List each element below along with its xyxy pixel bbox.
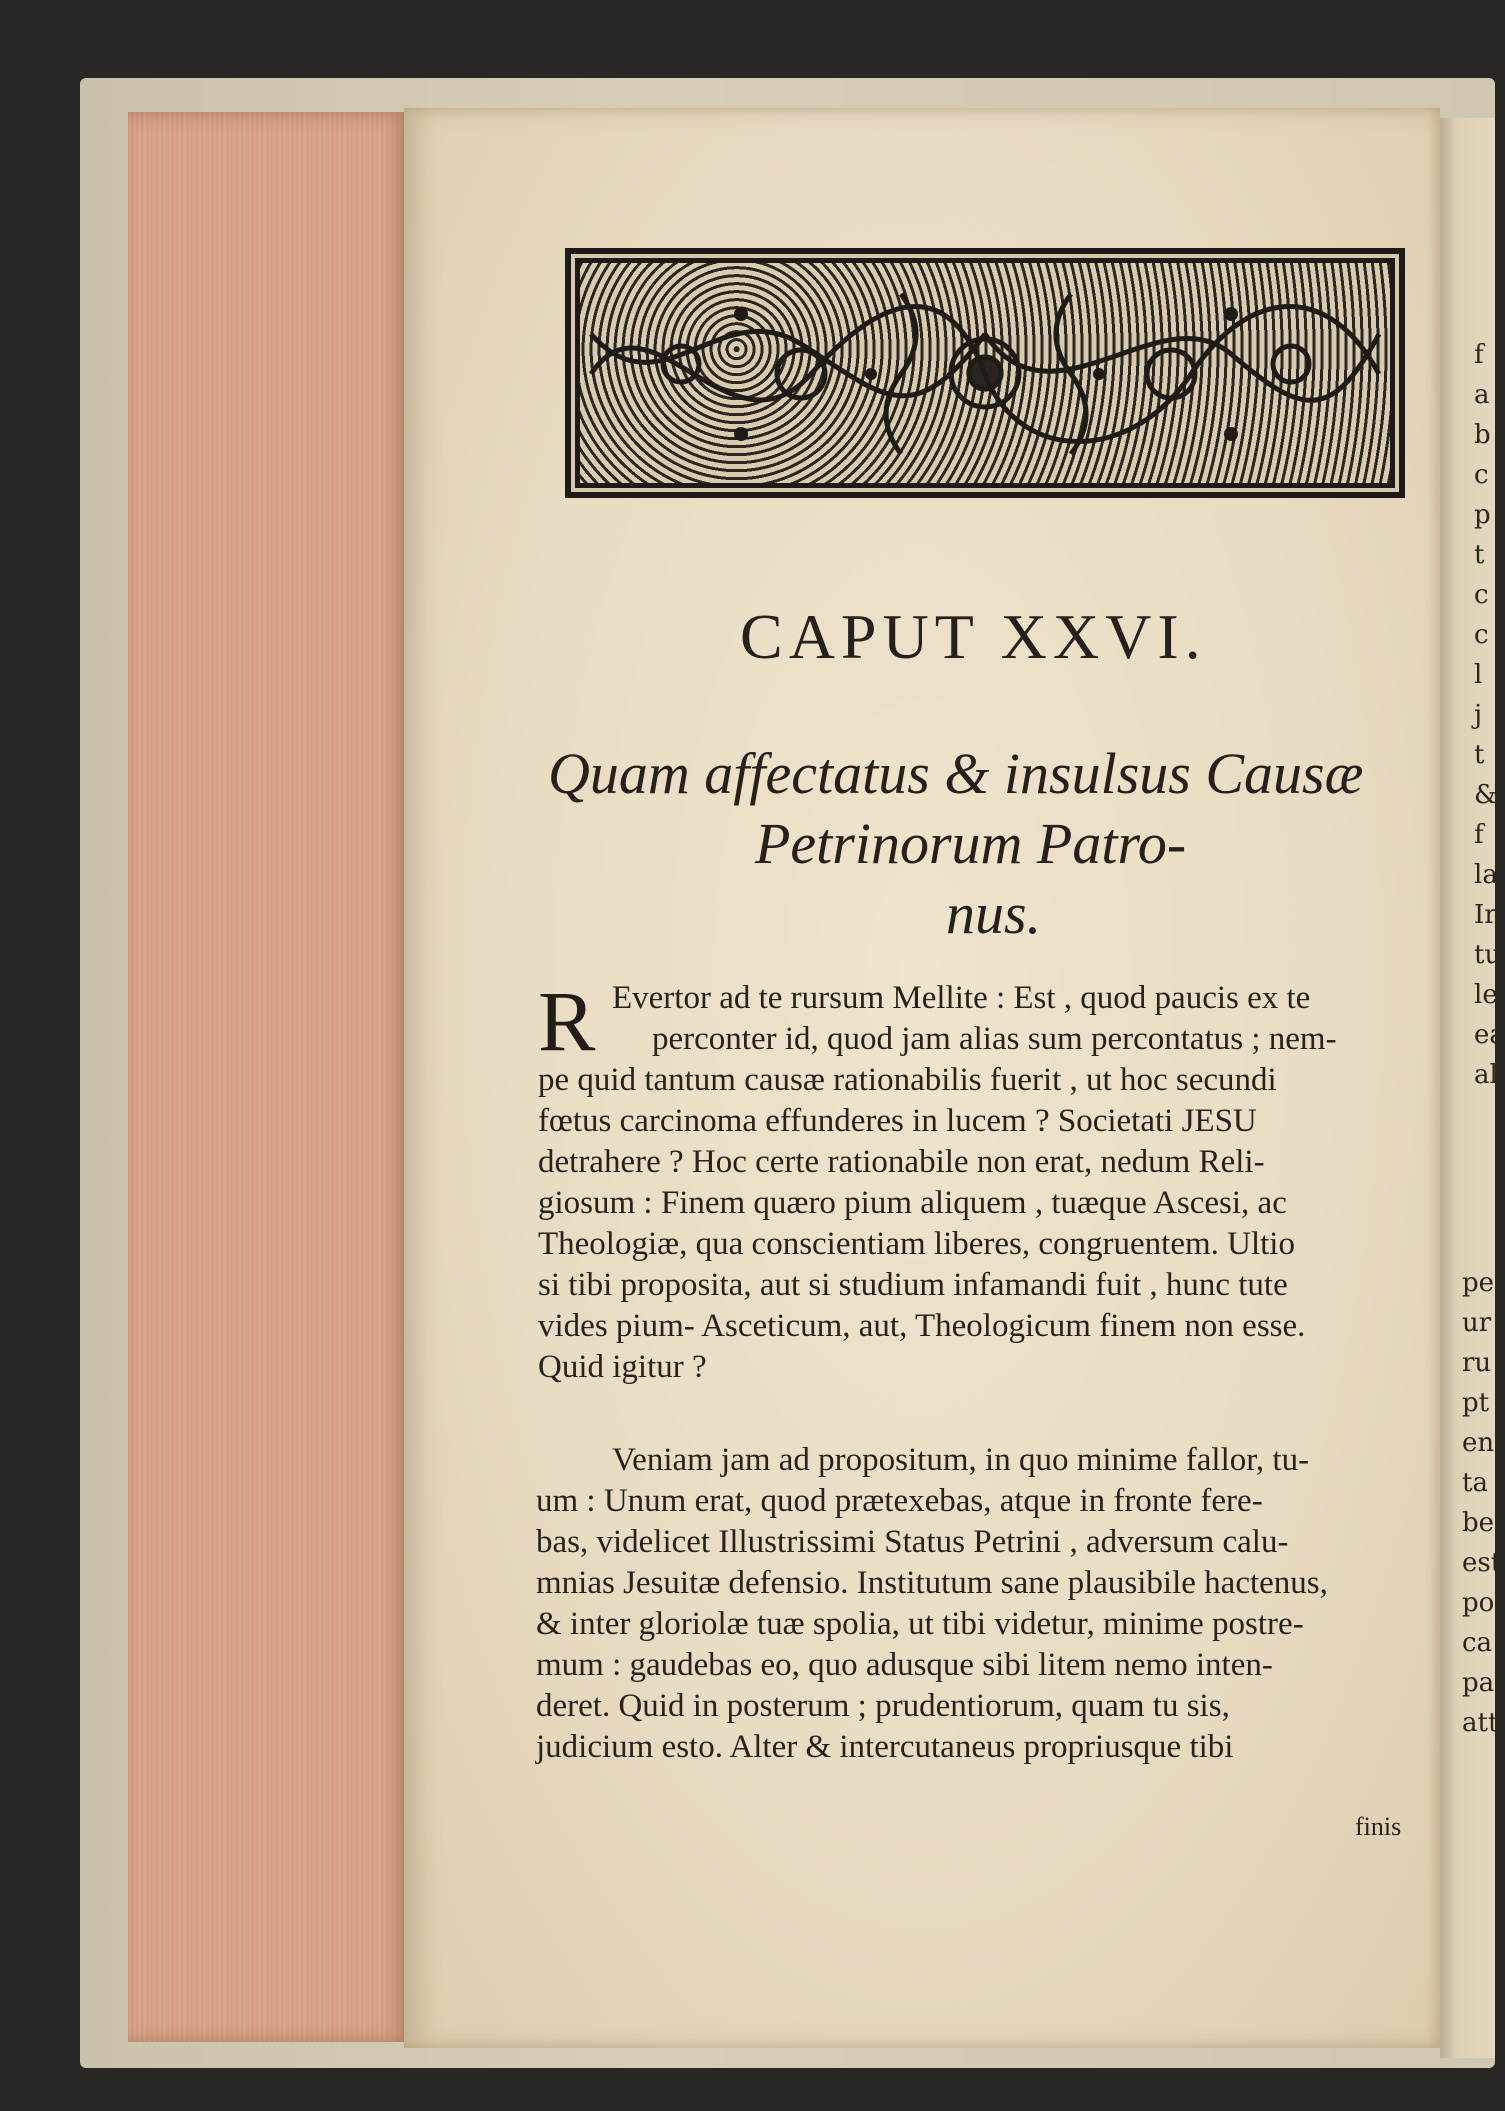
chapter-subtitle-line-2: Petrinorum Patro- <box>755 811 1187 876</box>
paragraph-1-line: giosum : Finem quæro pium aliquem , tuæque Ascesi, ac <box>538 1185 1287 1221</box>
chapter-subtitle-line-1: Quam affectatus & insulsus Causæ <box>548 741 1364 806</box>
next-page-fragment: be <box>1462 1508 1495 1538</box>
next-page-fragment: t <box>1474 540 1485 570</box>
next-page-fragment: t <box>1474 740 1485 770</box>
next-page-fragment: ta <box>1462 1468 1488 1498</box>
next-page-fragment: en <box>1462 1428 1495 1458</box>
paragraph-1-line: detrahere ? Hoc certe rationabile non erat, nedum Reli- <box>538 1144 1265 1180</box>
floral-ornament-icon <box>571 254 1399 492</box>
next-page-fragment: ca <box>1462 1628 1493 1658</box>
paragraph-1-line: si tibi proposita, aut si studium infamandi fuit , hunc tute <box>538 1267 1288 1303</box>
chapter-heading: CAPUT XXVI. <box>740 601 1207 672</box>
paragraph-1-line: Evertor ad te rursum Mellite : Est , quod paucis ex te <box>612 980 1311 1016</box>
next-page-fragment: b <box>1474 420 1491 450</box>
chapter-subtitle-line-3: nus. <box>946 881 1042 946</box>
next-page-fragment: p <box>1474 500 1491 530</box>
next-page-fragment: le <box>1474 980 1498 1010</box>
next-page-fragment: pa <box>1462 1668 1495 1698</box>
paragraph-1-line: Theologiæ, qua conscientiam liberes, congruentem. Ultio <box>538 1226 1295 1262</box>
paragraph-2-line: bas, videlicet Illustrissimi Status Petrini , adversum calu- <box>536 1524 1289 1560</box>
right-page-fragment <box>1440 118 1505 2058</box>
paragraph-2-line: Veniam jam ad propositum, in quo minime fallor, tu- <box>612 1442 1310 1478</box>
next-page-fragment: Ir <box>1474 900 1497 930</box>
next-page-fragment: c <box>1474 580 1489 610</box>
next-page-fragment: f <box>1474 340 1484 370</box>
paragraph-1-line: vides pium- Asceticum, aut, Theologicum finem non esse. <box>538 1308 1306 1344</box>
paragraph-1-line: pe quid tantum causæ rationabilis fuerit , ut hoc secundi <box>538 1062 1277 1098</box>
next-page-fragment: j <box>1474 700 1483 730</box>
next-page-fragment: att <box>1462 1708 1499 1738</box>
next-page-fragment: ur <box>1462 1308 1492 1338</box>
paragraph-2-line: deret. Quid in posterum ; prudentiorum, quam tu sis, <box>536 1688 1230 1724</box>
paragraph-2-line: & inter gloriolæ tuæ spolia, ut tibi videtur, minime postre- <box>536 1606 1304 1642</box>
next-page-fragment: & <box>1474 780 1498 810</box>
paragraph-2-line: mnias Jesuitæ defensio. Institutum sane plausibile hactenus, <box>536 1565 1328 1601</box>
drop-cap: R <box>538 973 596 1069</box>
next-page-fragment: po <box>1462 1588 1495 1618</box>
paragraph-2-line: um : Unum erat, quod prætexebas, atque in fronte fere- <box>536 1483 1263 1519</box>
next-page-fragment: ru <box>1462 1348 1492 1378</box>
paragraph-1-line: fœtus carcinoma effunderes in lucem ? Societati JESU <box>538 1103 1257 1139</box>
page-edges <box>128 112 410 2042</box>
next-page-fragment: f <box>1474 820 1484 850</box>
paragraph-2-line: mum : gaudebas eo, quo adusque sibi litem nemo inten- <box>536 1647 1273 1683</box>
next-page-fragment: ea <box>1474 1020 1505 1050</box>
next-page-fragment: pe <box>1462 1268 1495 1298</box>
next-page-fragment: est <box>1462 1548 1502 1578</box>
next-page-fragment: c <box>1474 460 1489 490</box>
catchword: finis <box>1355 1812 1402 1841</box>
next-page-fragment: pt <box>1462 1388 1490 1418</box>
paragraph-2-line: judicium esto. Alter & intercutaneus propriusque tibi <box>536 1729 1234 1765</box>
next-page-fragment: c <box>1474 620 1489 650</box>
ornamental-headpiece <box>565 248 1405 498</box>
next-page-fragment: la <box>1474 860 1498 890</box>
paragraph-1-line: perconter id, quod jam alias sum percontatus ; nem- <box>652 1021 1337 1057</box>
next-page-fragment: al <box>1474 1060 1498 1090</box>
next-page-fragment: l <box>1474 660 1483 690</box>
next-page-fragment: tu <box>1474 940 1502 970</box>
next-page-fragment: a <box>1474 380 1490 410</box>
paragraph-1-line: Quid igitur ? <box>538 1349 707 1385</box>
